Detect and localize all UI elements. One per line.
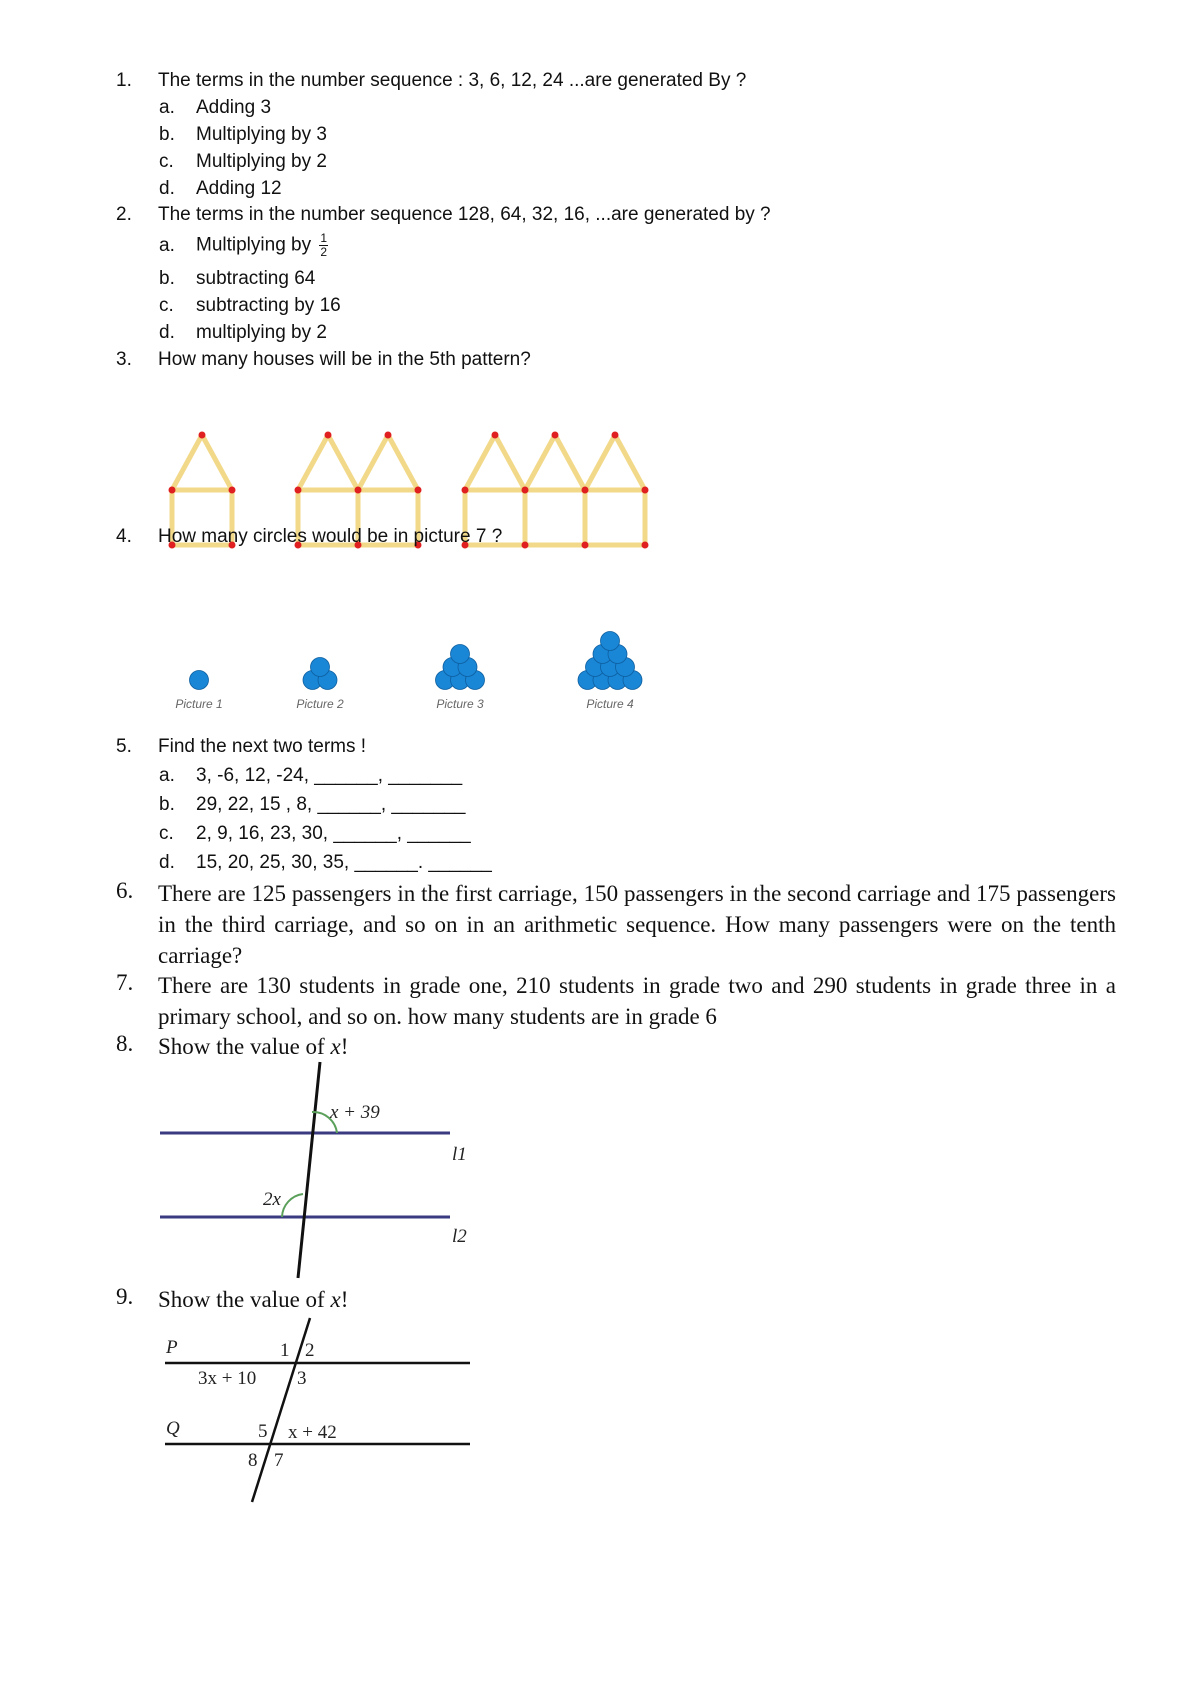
q2-option-b: b. subtracting 64 [159, 268, 316, 289]
question-8: 8. Show the value of x! [116, 1031, 349, 1059]
question-number: 5. [116, 736, 132, 757]
angle-label-top: x + 39 [330, 1102, 380, 1123]
angle-number-7: 7 [274, 1450, 284, 1471]
angle-number-2: 2 [305, 1340, 315, 1361]
q5-option-a: a. 3, -6, 12, -24, ______, _______ [159, 765, 463, 786]
question-text: Show the value of [158, 1287, 325, 1312]
q1-option-b: b. Multiplying by 3 [159, 124, 327, 145]
angle-expr-2: x + 42 [288, 1422, 337, 1443]
angle-number-1: 1 [280, 1340, 290, 1361]
label-p: P [166, 1337, 178, 1358]
variable-x: x [330, 1034, 341, 1059]
caption-picture-1: Picture 1 [175, 697, 223, 711]
question-text: The terms in the number sequence 128, 64, 32, 16, ...are generated by ? [158, 204, 771, 225]
angle-number-5: 5 [258, 1421, 268, 1442]
question-number: 3. [116, 349, 132, 370]
question-9: 9. Show the value of x! [116, 1284, 349, 1312]
angle-number-8: 8 [248, 1450, 258, 1471]
variable-x: x [330, 1287, 341, 1312]
fraction-one-half: $\frac{1}{2}$ [320, 231, 328, 259]
question-text: Show the value of [158, 1034, 325, 1059]
angle-number-3: 3 [297, 1368, 307, 1389]
q5-option-d: d. 15, 20, 25, 30, 35, ______. ______ [159, 852, 492, 873]
label-q: Q [166, 1418, 180, 1439]
q2-option-a: a. Multiplying by $\frac{1}{2}$ [159, 231, 328, 259]
q1-option-a: a. Adding 3 [159, 97, 272, 118]
question-text: There are 125 passengers in the first carriage, 150 passengers in the second carriage and 175 passengers in the third carriage, and so on in an arithmetic sequence. How many passengers were on the tenth carriage? [158, 881, 1116, 968]
line-label-l2: l2 [452, 1226, 467, 1247]
q5-option-b: b. 29, 22, 15 , 8, ______, _______ [159, 794, 466, 815]
q5-option-c: c. 2, 9, 16, 23, 30, ______, ______ [159, 823, 471, 844]
q1-option-c: c. Multiplying by 2 [159, 151, 327, 172]
question-text: The terms in the number sequence : 3, 6, 12, 24 ...are generated By ? [158, 70, 747, 91]
question-number: 4. [116, 526, 132, 547]
question-number: 1. [116, 70, 132, 91]
question-text: How many houses will be in the 5th pattern? [158, 349, 531, 370]
q2-option-c: c. subtracting by 16 [159, 295, 341, 316]
angle-expr-1: 3x + 10 [198, 1368, 257, 1389]
q2-option-d: d. multiplying by 2 [159, 322, 327, 343]
line-label-l1: l1 [452, 1144, 467, 1165]
caption-picture-2: Picture 2 [296, 697, 344, 711]
caption-picture-3: Picture 3 [436, 697, 484, 711]
question-text: Find the next two terms ! [158, 736, 367, 757]
question-number: 7. [116, 970, 134, 995]
question-number: 6. [116, 878, 134, 903]
caption-picture-4: Picture 4 [586, 697, 634, 711]
question-number: 9. [116, 1284, 134, 1309]
q1-option-d: d. Adding 12 [159, 178, 282, 199]
question-text: There are 130 students in grade one, 210 students in grade two and 290 students in grade three in a primary school, and so on. how many students are in grade 6 [158, 973, 1116, 1029]
question-number: 8. [116, 1031, 134, 1056]
angle-label-bottom: 2x [263, 1189, 281, 1210]
question-text: How many circles would be in picture 7 ? [158, 526, 503, 547]
question-number: 2. [116, 204, 132, 225]
